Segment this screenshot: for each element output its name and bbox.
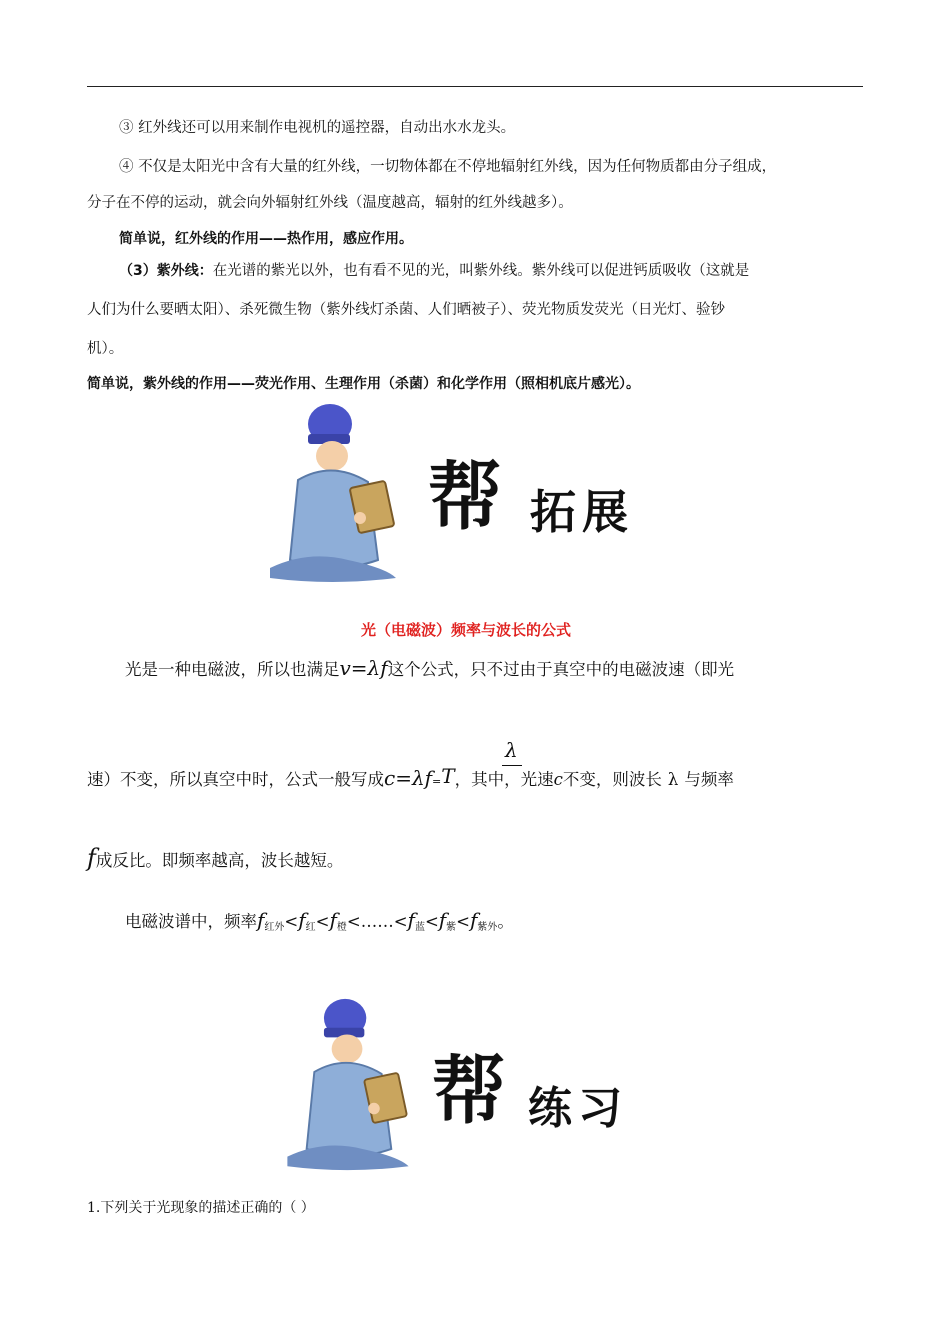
paragraph-remote-control: ③ 红外线还可以用来制作电视机的遥控器，自动出水水龙头。	[119, 120, 516, 136]
formula-line3-post: 成反比。即频率越高，波长越短。	[95, 851, 344, 870]
banner1-title: 拓展	[530, 485, 634, 539]
scholar-illustration-2	[283, 995, 413, 1173]
spectrum-blue: 蓝	[414, 922, 425, 933]
formula-frac-num: λ	[505, 738, 518, 762]
lt-5: <	[424, 912, 439, 931]
formula-f-symbol: f	[87, 844, 96, 872]
formula-line1	[125, 658, 734, 680]
formula-frac-den: T	[441, 764, 455, 788]
summary-infrared: 简单说，红外线的作用——热作用，感应作用。	[119, 231, 413, 247]
summary-uv: 简单说，紫外线的作用——荧光作用、生理作用（杀菌）和化学作用（照相机底片感光）。	[87, 376, 640, 392]
uv-label: （3）紫外线：	[119, 263, 213, 279]
paragraph-infrared-line1: ④ 不仅是太阳光中含有大量的红外线，一切物体都在不停地辐射红外线，因为任何物质都由分子组成，	[119, 159, 777, 175]
spectrum-infrared: 红外	[264, 922, 285, 933]
formula-line2-pre: 速）不变，所以真空中时，公式一般写成	[87, 770, 384, 789]
formula-line2-post1: ，其中，光速	[454, 770, 554, 789]
spectrum-red: 红	[305, 922, 316, 933]
question-1: 1.下列关于光现象的描述正确的（ ）	[87, 1200, 315, 1216]
section-title: 光（电磁波）频率与波长的公式	[361, 621, 572, 639]
scholar-illustration	[268, 400, 398, 585]
formula-frac-bar	[502, 765, 522, 766]
spectrum-orange: 橙	[336, 922, 347, 933]
header-rule	[87, 86, 863, 87]
lt-4: <	[393, 912, 408, 931]
formula-line2	[87, 764, 734, 792]
paragraph-uv-line3: 机）。	[87, 341, 124, 357]
formula-line1-post: 这个公式，只不过由于真空中的电磁波速（即光	[387, 660, 735, 679]
formula-c-lambda-f: c=λf	[384, 766, 433, 790]
banner2-bang: 帮	[432, 1048, 506, 1134]
scholar-hand	[354, 512, 366, 524]
formula-v-lambda-f: v=λf	[339, 656, 388, 680]
formula-c-symbol: c	[553, 770, 563, 789]
spectrum-ultraviolet: 紫外	[477, 922, 498, 933]
paragraph-uv-line2: 人们为什么要晒太阳）、杀死微生物（紫外线灯杀菌、人们晒被子）、荧光物质发荧光（日光灯、验钞	[87, 302, 725, 318]
banner2-title: 练习	[528, 1083, 628, 1134]
formula-line3	[87, 844, 344, 872]
scholar-face	[316, 441, 348, 471]
paragraph-uv-line1	[119, 261, 749, 281]
lt-3: <	[346, 912, 361, 931]
formula-lambda-symbol: λ	[667, 770, 679, 789]
spectrum-pre: 电磁波谱中，频率	[125, 912, 257, 931]
formula-eq: =	[432, 775, 442, 788]
spectrum-dots: ……	[360, 912, 394, 931]
paragraph-infrared-line2: 分子在不停的运动，就会向外辐射红外线（温度越高，辐射的红外线越多）。	[87, 195, 573, 211]
lt-2: <	[315, 912, 330, 931]
spectrum-violet: 紫	[446, 922, 457, 933]
formula-line1-pre: 光是一种电磁波，所以也满足	[125, 660, 340, 679]
lt-1: <	[284, 912, 299, 931]
spectrum-end: 。	[497, 912, 514, 931]
scholar-face-2	[332, 1034, 363, 1063]
lt-6: <	[456, 912, 470, 931]
banner1-bang: 帮	[428, 454, 502, 540]
formula-line2-post3: 与频率	[684, 770, 734, 789]
formula-line2-post2: 不变，则波长	[562, 770, 662, 789]
spectrum-line: 电磁波谱中，频率f红外<f红<f橙<……<f蓝<f紫<f紫外。	[125, 908, 514, 933]
uv-text1: 在光谱的紫光以外，也有看不见的光，叫紫外线。紫外线可以促进钙质吸收（这就是	[212, 263, 750, 279]
scholar-hand-2	[368, 1103, 380, 1115]
